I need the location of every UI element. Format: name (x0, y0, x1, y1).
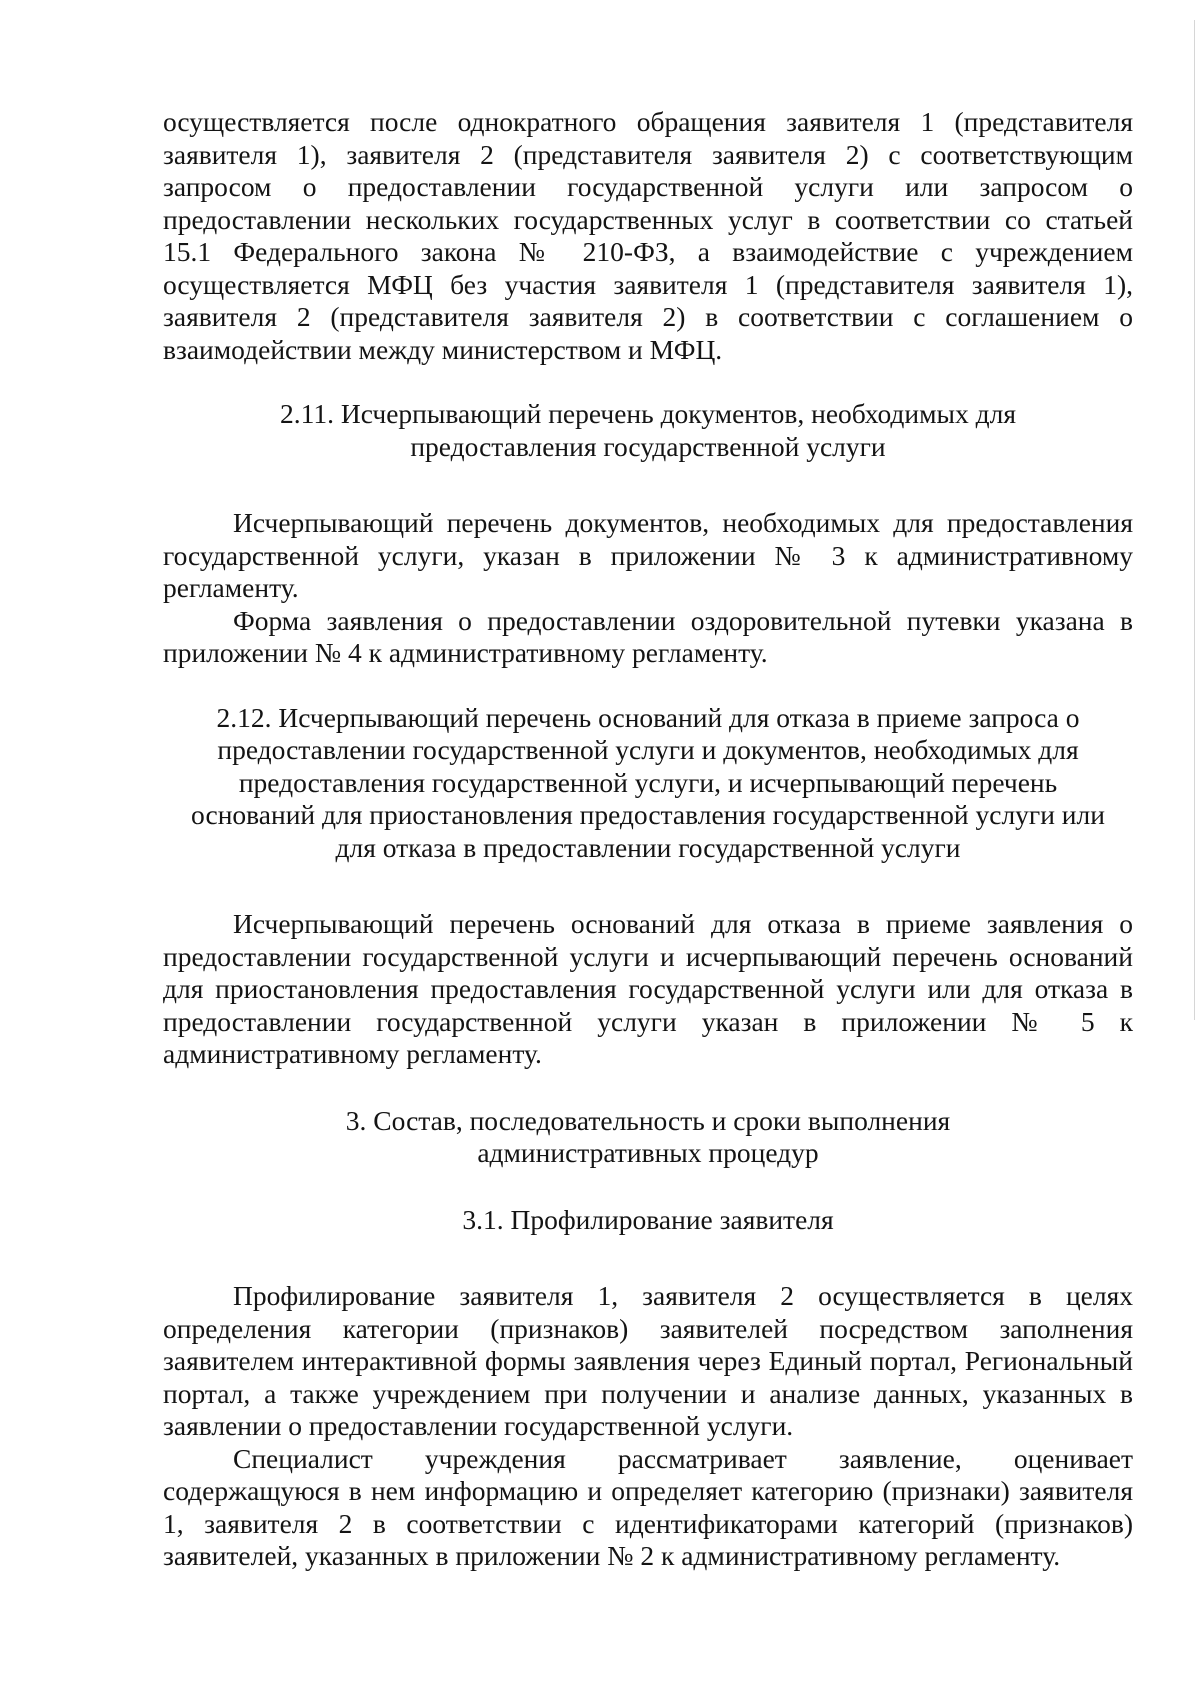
section-2-11-paragraph: Исчерпывающий перечень документов, необходимых для предоставления государственной услуги, указан в приложении № 3 к административному регламенту. (163, 507, 1133, 603)
section-2-12-heading (163, 702, 1133, 865)
section-2-11-paragraph: Форма заявления о предоставлении оздоровительной путевки указана в приложении № 4 к административному регламенту. (163, 604, 1133, 668)
heading-line: административных процедур (477, 1137, 819, 1168)
heading-line: 3. Состав, последовательность и сроки выполнения (345, 1104, 951, 1136)
heading-line: предоставления государственной услуги (410, 430, 886, 462)
section-3-1-paragraph: Специалист учреждения рассматривает заявление, оценивает содержащуюся в нем информацию и определяет категорию (признаки) заявителя 1, заявителя 2 в соответствии с идентификаторами категорий (признаков) заявителей, указанных в приложении № 2 к административному регламенту. (163, 1442, 1133, 1571)
heading-line: 2.11. Исчерпывающий перечень документов, необходимых для (280, 398, 1016, 429)
section-2-12-paragraph: Исчерпывающий перечень оснований для отказа в приеме заявления о предоставлении государственной услуги и исчерпывающий перечень оснований для приостановления предоставления государственной услуги или для отказа в предоставлении государственной услуги указан в приложении № 5 к административному регламенту. (163, 908, 1133, 1069)
scan-edge-mark (1194, 20, 1195, 1020)
heading-line: 3.1. Профилирование заявителя (462, 1203, 834, 1235)
intro-paragraph: осуществляется после однократного обращения заявителя 1 (представителя заявителя 1), заявителя 2 (представителя заявителя 2) с соответствующим запросом о предоставлении государственной услуги или запросом о предоставлении нескольких государственных услуг в соответствии со статьей 15.1 Федерального закона № 210-ФЗ, а взаимодействие с учреждением осуществляется МФЦ без участия заявителя 1 (представителя заявителя 1), заявителя 2 (представителя заявителя 2) в соответствии с соглашением о взаимодействии между министерством и МФЦ. (163, 106, 1133, 365)
section-2-11-heading (163, 398, 1133, 463)
heading-line: 2.12. Исчерпывающий перечень оснований для отказа в приеме запроса о (216, 701, 1080, 733)
document-body (163, 106, 1133, 1573)
heading-line: предоставления государственной услуги, и исчерпывающий перечень (238, 766, 1058, 798)
section-3-1-paragraph: Профилирование заявителя 1, заявителя 2 осуществляется в целях определения категории (признаков) заявителей посредством заполнения заявителем интерактивной формы заявления через Единый портал, Региональный портал, а также учреждением при получении и анализе данных, указанных в заявлении о предоставлении государственной услуги. (163, 1280, 1133, 1441)
heading-line: оснований для приостановления предоставления государственной услуги или (191, 799, 1105, 830)
section-3-heading (163, 1105, 1133, 1170)
section-3-1-heading (163, 1204, 1133, 1237)
heading-line: предоставлении государственной услуги и документов, необходимых для (217, 734, 1079, 765)
heading-line: для отказа в предоставлении государственной услуги (335, 831, 961, 863)
